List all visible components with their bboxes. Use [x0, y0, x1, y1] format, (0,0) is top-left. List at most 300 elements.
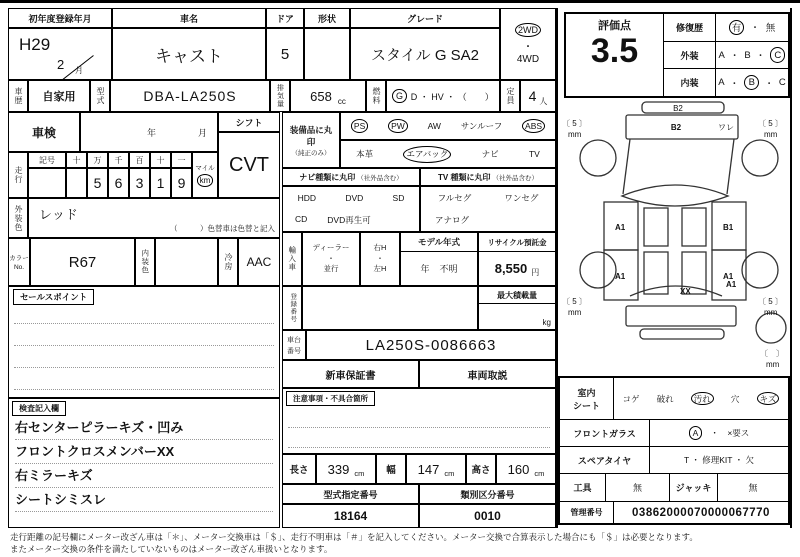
inspector-notes-box: [8, 398, 280, 528]
rear-bumper-bottom-shape: [640, 329, 724, 339]
capacity-value: [520, 80, 556, 112]
navi-type-title: ナビ種類に丸印: [299, 172, 356, 182]
tread-rear-left: 〔 5 〕: [562, 297, 587, 306]
width-label: [376, 454, 406, 484]
tread-front-right: 〔 5 〕: [758, 119, 783, 128]
displacement-number: 658: [310, 88, 332, 104]
door-value: [266, 28, 304, 80]
equip-pw-circled: PW: [388, 119, 408, 133]
type-no-label: 型式指定番号: [323, 489, 378, 500]
mileage-label: [8, 152, 28, 198]
chassis-label1: 車台: [287, 336, 301, 344]
exterior-grade-value: [716, 42, 788, 69]
first-reg-label: 初年度登録年月: [28, 13, 92, 24]
notes-dots-1: [288, 427, 550, 428]
mileage-h4: [129, 152, 150, 168]
door-count: 5: [280, 45, 290, 63]
height-label: [466, 454, 496, 484]
spare-tire-icon: [756, 313, 786, 343]
shape-value: [304, 28, 350, 80]
shift-text: CVT: [229, 153, 269, 176]
grade-header: [350, 8, 500, 28]
model-code-value: [110, 80, 270, 112]
inspector-note-empty: [15, 512, 273, 528]
model-code-label-text: 型式: [96, 87, 105, 105]
eval-right: [664, 14, 788, 96]
mileage-v2-text: 5: [93, 175, 102, 191]
ext-sep2: ・: [755, 51, 766, 62]
class-no-label: 類別区分番号: [460, 489, 515, 500]
length-value: [316, 454, 376, 484]
car-name-value: [112, 28, 266, 80]
capacity-number: 4: [528, 88, 537, 104]
chassis-value: [306, 330, 556, 360]
seat-label-cell: [560, 378, 614, 419]
windshield-label: フロントガラス: [560, 420, 650, 446]
mileage-v2: [87, 168, 108, 198]
tire-rear-left-icon: [580, 252, 616, 288]
inspector-note-2: フロントクロスメンバーXX: [15, 440, 273, 464]
tool-value: 無: [606, 474, 670, 501]
int-c: C: [778, 77, 786, 89]
fuel-value: [386, 80, 500, 112]
tread-rear-right: 〔 5 〕: [758, 297, 783, 306]
spare-tire-label: スペアタイヤ: [560, 447, 650, 473]
panel-a1-rear-left-label: A1: [615, 272, 626, 281]
recycle-yen: 円: [531, 268, 540, 277]
mileage-h0: [28, 152, 66, 168]
interior-grade-row: [664, 69, 788, 96]
model-year-label: モデル年式: [401, 233, 477, 252]
reg-number-label: [282, 286, 302, 330]
glass-left-front-shape: [644, 208, 668, 246]
recycle-amount: 8,550: [494, 261, 528, 276]
capacity-unit: 人: [539, 96, 548, 106]
score-cell: [566, 14, 664, 96]
history-label-text: 車歴: [14, 87, 23, 105]
interior-color-label: [135, 238, 155, 286]
tread-front-right-mm: mm: [764, 130, 778, 139]
sales-point-label: セールスポイント: [13, 289, 94, 305]
navi-hdd: HDD: [297, 192, 317, 203]
height-number: 160: [507, 461, 530, 477]
inspector-notes-lines: [15, 416, 273, 528]
tv-row1: [421, 192, 555, 204]
top-rule: [0, 0, 800, 3]
repair-label: 修復歴: [664, 14, 716, 41]
color-no-text: R67: [68, 253, 97, 271]
navi-cd: CD: [295, 213, 308, 224]
int-sep2: ・: [764, 78, 774, 90]
height-label-text: 高さ: [471, 465, 491, 476]
mileage-v4: [129, 168, 150, 198]
reg-month: 2: [57, 57, 65, 72]
mileage-h6: [171, 152, 192, 168]
fuel-options: D ・ HV ・ （ ）: [410, 91, 494, 102]
panel-b1-front-right-label: B1: [723, 223, 734, 232]
width-unit: cm: [444, 469, 455, 478]
spare-tire-row: [560, 447, 788, 474]
color-no-value: [30, 238, 135, 286]
displacement-unit: cc: [337, 96, 346, 106]
history-label: [8, 80, 28, 112]
car-name-label: 車名: [179, 13, 198, 24]
navi-dvd-play: DVD再生可: [327, 214, 371, 225]
tv-fullseg: フルセグ: [437, 193, 472, 203]
windshield-row: [560, 420, 788, 447]
steering-rh: 右H: [373, 243, 387, 253]
shift-value: [218, 132, 280, 198]
mgmt-label: 管理番号: [560, 502, 614, 523]
mileage-km-circled: km: [197, 174, 214, 187]
seat-scratch-circled: キズ: [757, 392, 780, 406]
ac-value: [238, 238, 280, 286]
mileage-mile: マイル: [195, 165, 215, 173]
b2-label: B2: [670, 123, 682, 132]
color-no-label1: カラー: [9, 255, 29, 262]
model-year-cell: [400, 232, 478, 286]
int-a: A: [718, 77, 725, 89]
tv-type-sub: （社外品含む）: [492, 174, 538, 182]
manual-cell: [419, 360, 556, 388]
capacity-label: [500, 80, 520, 112]
repair-yes-circled: 有: [729, 20, 745, 35]
navi-dvd: DVD: [345, 192, 364, 203]
tire-front-right-icon: [742, 140, 778, 176]
fuel-gasoline-circled: G: [392, 89, 406, 103]
warranty-cell: [282, 360, 419, 388]
tread-front-left-mm: mm: [568, 130, 582, 139]
mileage-v5: [150, 168, 171, 198]
displacement-value: [290, 80, 366, 112]
ext-color-value: [28, 198, 280, 238]
tool-row: [560, 474, 788, 502]
rear-bumper-shape: [626, 306, 736, 326]
mileage-h4-text: 百: [135, 155, 144, 165]
ext-color-label: [8, 198, 28, 238]
equip-ps-circled: PS: [351, 119, 368, 133]
inspector-note-4: シートシミスレ: [15, 488, 273, 512]
drive-cell: [500, 8, 556, 80]
footer-note: [10, 532, 792, 556]
shape-header: [304, 8, 350, 28]
windshield-value: [650, 420, 788, 446]
mileage-v4-text: 3: [135, 175, 144, 191]
mileage-h2: [87, 152, 108, 168]
interior-grade-label: 内装: [664, 69, 716, 96]
shaken-value: [80, 112, 218, 152]
spare-bracket-label: 〔 〕: [760, 349, 784, 358]
sales-dots-3: [14, 367, 274, 368]
seat-items: [614, 378, 788, 419]
ext-a: A: [718, 49, 725, 61]
mileage-h3-text: 千: [114, 155, 123, 165]
sales-dots-4: [14, 389, 274, 390]
fuel-label: [366, 80, 386, 112]
mileage-v6-text: 9: [177, 175, 186, 191]
class-no-header: [419, 484, 556, 504]
length-number: 339: [327, 461, 350, 477]
tread-rear-right-mm: mm: [764, 308, 778, 317]
class-no-text: 0010: [474, 509, 501, 523]
mileage-h5-text: 十: [156, 155, 165, 165]
color-no-label2: No.: [13, 264, 25, 271]
condition-table: [558, 376, 790, 525]
tread-front-left: 〔 5 〕: [562, 119, 587, 128]
fuel-label-text: 燃料: [372, 87, 381, 105]
glass-right-front-shape: [682, 208, 706, 246]
chassis-label-cell: [282, 330, 306, 360]
tv-row2: [421, 214, 555, 226]
import-dealer: ディーラー: [312, 243, 350, 253]
warranty-label: 新車保証書: [325, 370, 376, 382]
first-reg-header: [8, 8, 112, 28]
navi-type-sub: （社外品含む）: [357, 174, 403, 182]
int-sep1: ・: [729, 78, 740, 90]
repair-value: [716, 14, 788, 41]
door-label: ドア: [276, 13, 294, 24]
navi-row1: [283, 193, 419, 203]
exterior-grade-label: 外装: [664, 42, 716, 69]
equipment-row1: [340, 112, 556, 140]
shape-label: 形状: [317, 13, 336, 24]
tool-label: 工具: [560, 474, 606, 501]
interior-color-value: [155, 238, 218, 286]
ac-label-text: 冷房: [224, 253, 233, 271]
navi-type-body: [282, 186, 420, 232]
mileage-v0: [28, 168, 66, 198]
b2-top-label: B2: [673, 104, 683, 113]
footer-line2: またメーター交換の条件を満たしていないものはメーター改ざん車扱いとなります。: [10, 543, 333, 554]
type-no-value: [282, 504, 419, 528]
drive-sep: ・: [523, 42, 533, 54]
ac-text: AAC: [246, 255, 272, 269]
displacement-label: [270, 80, 290, 112]
notes-box: [282, 388, 556, 454]
recycle-value-wrap: [479, 252, 555, 285]
ext-color-text: レッド: [39, 207, 78, 222]
tv-type-title: TV 種類に丸印: [438, 172, 491, 182]
ext-b: B: [744, 49, 751, 61]
mileage-h1: [66, 152, 87, 168]
inspector-notes-label: 検査記入欄: [12, 401, 66, 416]
mileage-v3-text: 6: [114, 175, 123, 191]
grade-text: スタイル G SA2: [370, 46, 480, 64]
panel-a1-front-left-label: A1: [615, 223, 626, 232]
model-year-unit: 年: [420, 264, 430, 274]
mileage-unit-cell: [192, 152, 218, 198]
equip-navi: ナビ: [481, 149, 499, 159]
width-number: 147: [417, 461, 440, 477]
spare-tire-value: T ・ 修理KIT ・ 欠: [683, 455, 755, 465]
model-year-unknown: 不明: [439, 264, 458, 274]
seat-row: [560, 378, 788, 420]
model-code-text: DBA-LA250S: [143, 88, 237, 104]
import-label-text: 輸入車: [287, 246, 297, 272]
equip-abs-circled: ABS: [522, 119, 545, 133]
repair-no: 無: [765, 23, 776, 35]
seat-tear: 破れ: [656, 393, 674, 404]
import-dealer-cell: [302, 232, 360, 286]
car-name: キャスト: [155, 46, 223, 66]
mileage-v6: [171, 168, 192, 198]
sales-dots-2: [14, 345, 274, 346]
max-load-kg: kg: [542, 318, 551, 327]
chassis-number: LA250S-0086663: [365, 336, 497, 354]
repair-sep: ・: [750, 23, 760, 35]
drive-2wd-circled: 2WD: [515, 23, 541, 37]
jack-label: ジャッキ: [670, 474, 718, 501]
shaken-label: [8, 112, 80, 152]
sales-dots-1: [14, 323, 274, 324]
color-no-label: [8, 238, 30, 286]
displacement-label-text: 排気量: [276, 84, 284, 108]
navi-type-header: [282, 168, 420, 186]
import-label: [282, 232, 302, 286]
equipment-label: 装備品に丸印: [289, 124, 333, 147]
car-name-header: [112, 8, 266, 28]
max-load-cell: [478, 286, 556, 330]
reg-number-value: [302, 286, 478, 330]
type-no-header: [282, 484, 419, 504]
tire-front-left-icon: [580, 140, 616, 176]
ext-c-circled: C: [770, 47, 785, 62]
evaluation-box: [564, 12, 790, 98]
ware-label: ワレ: [718, 123, 734, 132]
length-unit: cm: [354, 469, 365, 478]
mgmt-row: [560, 502, 788, 523]
max-load-label: 最大積載量: [479, 287, 555, 304]
height-unit: cm: [534, 469, 545, 478]
history-value: [28, 80, 90, 112]
footer-line1: 走行距離の記号欄にメーター改ざん車は「＊」、メーター交換車は「＄」、走行不明車は「＃」を記入してください。メーター交換で合算表示した場合にも「＄」は必要となります。: [10, 532, 698, 542]
mileage-h6-text: 一: [177, 155, 186, 165]
front-bumper-top-shape: [642, 102, 724, 113]
shaken-label-text: 車検: [31, 125, 56, 140]
inspector-note-3: 右ミラーキズ: [15, 464, 273, 488]
shift-label: シフト: [235, 117, 263, 128]
tread-rear-left-mm: mm: [568, 308, 582, 317]
chassis-label2: 番号: [287, 347, 301, 355]
history-text: 自家用: [42, 91, 76, 103]
mileage-label-text: 走行: [14, 166, 23, 184]
import-sep2: ・: [376, 253, 384, 263]
shaken-month-unit: 月: [197, 127, 207, 138]
height-value: [496, 454, 556, 484]
seat-burn: コゲ: [622, 393, 640, 404]
equip-leather: 本革: [356, 149, 374, 159]
interior-grade-value: [716, 69, 788, 96]
repair-row: [664, 14, 788, 42]
mgmt-number: 03862000070000067770: [632, 506, 770, 519]
ext-color-label-text: 外装色: [14, 204, 23, 232]
seat-stain-circled: 汚れ: [691, 392, 714, 406]
tire-rear-right-icon: [742, 252, 778, 288]
mileage-v5-text: 1: [156, 175, 165, 191]
recycle-label: リサイクル預託金: [479, 233, 555, 252]
equip-tv: TV: [528, 149, 540, 159]
windshield-rest: ・ ×要ス: [710, 428, 750, 438]
seat-hole: 穴: [730, 393, 740, 404]
int-b-circled: B: [744, 75, 759, 90]
tv-type-header: [420, 168, 556, 186]
class-no-value: [419, 504, 556, 528]
inspector-note-1: 右センターピラーキズ・凹み: [15, 416, 273, 440]
navi-row2: [283, 214, 419, 226]
recycle-cell: [478, 232, 556, 286]
tv-analog: アナログ: [435, 215, 470, 225]
door-header: [266, 8, 304, 28]
shift-header: [218, 112, 280, 132]
seat-label1: 室内: [577, 387, 596, 398]
notes-label: 注意事項・不具合箇所: [286, 391, 375, 406]
reg-number-label-text: 登録番号: [289, 293, 297, 323]
sales-point-box: [8, 286, 280, 398]
drive-4wd: 4WD: [516, 54, 540, 66]
exterior-grade-row: [664, 42, 788, 70]
equipment-sub: （純正のみ）: [291, 149, 331, 157]
mileage-h1-text: 十: [72, 155, 81, 165]
ac-label: [218, 238, 238, 286]
rear-quarter-a1-label: A1: [726, 280, 737, 289]
interior-color-label-text: 内装色: [140, 249, 150, 275]
mileage-h2-text: 万: [93, 155, 102, 165]
mileage-h3: [108, 152, 129, 168]
windshield-a-circled: A: [689, 426, 703, 440]
equipment-row2: [340, 140, 556, 168]
ext-color-note: （ ）色替車は色替と記入: [170, 224, 275, 233]
navi-sd: SD: [392, 192, 405, 203]
equip-aw: AW: [427, 121, 441, 131]
length-label: [282, 454, 316, 484]
notes-dots-2: [288, 447, 550, 448]
tv-type-body: [420, 186, 556, 232]
length-label-text: 長さ: [289, 465, 309, 476]
width-value: [406, 454, 466, 484]
ext-sep1: ・: [729, 51, 740, 62]
model-code-label: [90, 80, 110, 112]
tv-oneseg: ワンセグ: [504, 193, 539, 203]
equip-sunroof: サンルーフ: [460, 121, 503, 131]
xx-mark-label: XX: [680, 287, 691, 296]
car-diagram: [558, 100, 792, 376]
first-reg-value: [8, 28, 112, 80]
import-sep1: ・: [327, 253, 335, 263]
grade-label: グレード: [406, 13, 443, 24]
equipment-label-cell: [282, 112, 340, 168]
width-label-text: 幅: [386, 465, 396, 476]
seat-label2: シート: [572, 400, 600, 411]
panel-a1-rear-right-label: A1: [723, 272, 734, 281]
steering-lh: 左H: [373, 264, 387, 274]
hood-line-left: [623, 139, 630, 194]
spare-mm-label: mm: [766, 360, 780, 369]
manual-label: 車両取説: [467, 370, 508, 382]
score-value: 3.5: [590, 32, 639, 70]
import-parallel: 並行: [323, 264, 339, 274]
reg-month-unit: 月: [75, 66, 83, 75]
mileage-v3: [108, 168, 129, 198]
model-year-value: [401, 252, 477, 285]
steering-cell: [360, 232, 400, 286]
reg-year: H29: [19, 35, 51, 54]
mileage-h5: [150, 152, 171, 168]
capacity-label-text: 定員: [506, 87, 515, 105]
mileage-v1: [66, 168, 87, 198]
shaken-year-unit: 年: [146, 127, 156, 138]
mileage-h0-text: 記号: [39, 155, 55, 165]
score-label: 評価点: [598, 20, 631, 32]
